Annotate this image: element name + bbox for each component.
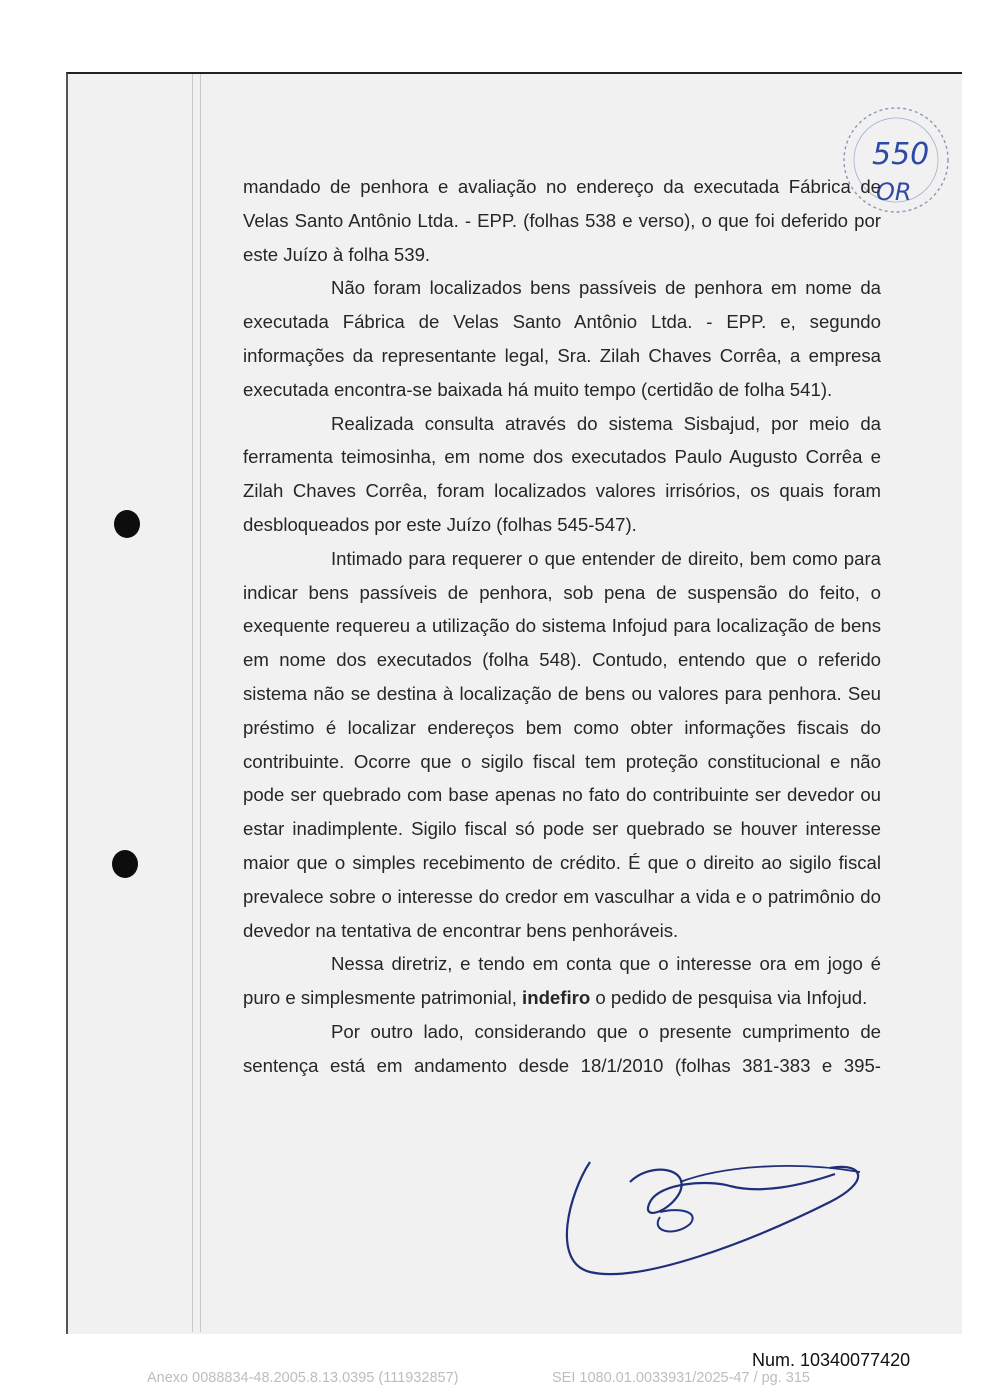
text-line: informações da representante legal, Sra. Zilah Chaves Corrêa, a [243,344,801,366]
stamp-page-number: 550 [872,137,930,172]
footer-sei-reference: SEI 1080.01.0033931/2025-47 / pg. 315 [552,1370,810,1386]
text-line: credor em vasculhar a vida e o patrimônio do devedor na tentativa de [243,885,881,941]
emphasized-word: indefiro [522,987,591,1009]
text-line: referido sistema não se destina à localização de bens ou valores para [243,649,881,704]
paragraph [243,271,881,406]
text-line: e Zilah Chaves Corrêa, foram localizados valores irrisórios, os quais [243,446,881,502]
text-line: folha 541). [744,378,833,400]
paragraph [243,947,881,1015]
stamp-initials: OR [876,178,912,206]
text-line: Realizada consulta através do sistema Sisbajud, por meio da [331,412,881,434]
paragraph [243,170,881,271]
text-line: mandado de penhora e avaliação no endereço da executada Fábrica de [243,176,881,197]
paragraph [243,542,881,948]
text-line: informações fiscais do contribuinte. Ocorre que o sigilo fiscal tem [243,716,882,772]
footer-attachment-id: Anexo 0088834-48.2005.8.13.0395 (111932857) [147,1370,459,1386]
margin-line [192,74,193,1332]
text-line: pode ser quebrado se houver interesse maior que o simples recebimento [243,818,881,873]
handwritten-signature [560,1152,880,1292]
text-line: executada Fábrica de Velas Santo Antônio Ltda. - EPP. e, segundo [243,311,881,333]
paragraph [243,1015,881,1083]
punch-hole [114,510,140,538]
document-number: Num. 10340077420 [752,1350,911,1370]
text-line: encontrar bens penhoráveis. [442,919,679,941]
text-line: Por outro lado, considerando que o presente cumprimento de [331,1020,881,1042]
text-line: puro e simplesmente patrimonial, [243,987,523,1009]
text-line: ferramenta teimosinha, em nome dos executados Paulo Augusto Corrêa [243,446,863,468]
text-line: fato do contribuinte ser devedor ou estar inadimplente. Sigilo fiscal só [243,784,882,840]
text-line: penhora. Seu préstimo é localizar endereços bem como obter [243,682,881,738]
text-line: sentença está em andamento desde 18/1/2010 (folhas 381-383 e 395- [243,1054,881,1076]
margin-line [200,74,201,1332]
paragraph [243,407,881,542]
text-line: proteção constitucional e não pode ser quebrado com base apenas no [243,750,881,806]
text-line: Velas Santo Antônio Ltda. - EPP. (folhas 538 e verso), o que foi deferido [243,209,849,231]
text-line: para indicar bens passíveis de penhora, sob pena de suspensão do feito, [243,547,881,603]
punch-hole [112,850,138,878]
text-line: de crédito. É que o direito ao sigilo fiscal prevalece sobre o interesse do [243,851,882,907]
text-line: o exequente requereu a utilização do sistema Infojud para localização de [243,581,881,637]
text-line: Não foram localizados bens passíveis de penhora em nome da [331,277,881,299]
text-line: o pedido de pesquisa via [590,987,802,1009]
text-line: Infojud. [806,987,868,1009]
text-line: empresa executada encontra-se baixada há muito tempo (certidão de [243,344,882,400]
text-line: Intimado para requerer o que entender de direito, bem como [331,547,838,569]
text-line: bens em nome dos executados (folha 548). Contudo, entendo que o [243,615,881,671]
text-line: Nessa diretriz, e tendo em conta que o interesse ora em jogo é [331,953,881,975]
document-body [243,170,881,1083]
text-line: por este Juízo à folha 539. [243,209,881,265]
text-line: foram desbloqueados por este Juízo (folhas 545-547). [243,480,881,535]
